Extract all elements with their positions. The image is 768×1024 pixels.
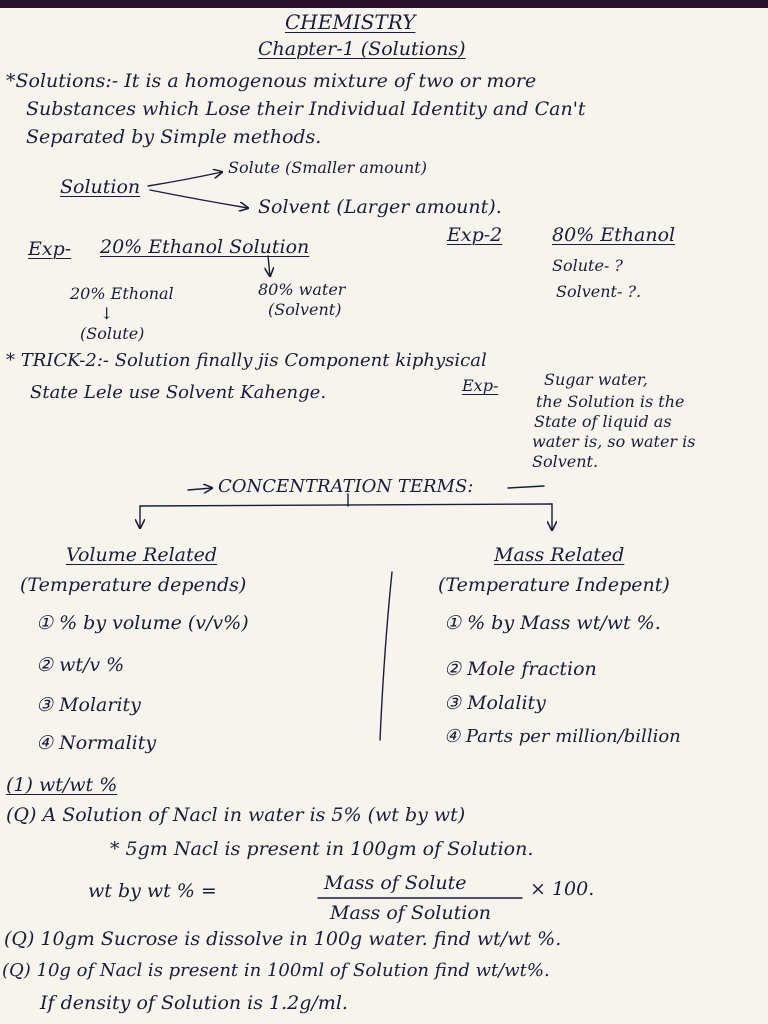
formula-lhs: wt by wt % = — [88, 880, 217, 902]
question-1: (Q) A Solution of Nacl in water is 5% (wt by wt) — [6, 804, 466, 826]
solvent-label: Solvent (Larger amount). — [258, 196, 502, 218]
formula-multiplier: × 100. — [530, 878, 595, 900]
example2-label: Exp-2 — [447, 224, 503, 246]
formula-numerator: Mass of Solute — [324, 872, 467, 894]
trick-example-line-4: water is, so water is — [532, 432, 696, 451]
solute-label: Solute (Smaller amount) — [228, 158, 427, 177]
mass-item-1: ① % by Mass wt/wt %. — [444, 612, 661, 634]
column-divider — [380, 572, 392, 740]
chapter-title: Chapter-1 (Solutions) — [258, 38, 466, 60]
mass-item-2: ② Mole fraction — [444, 658, 597, 680]
trick-example-label: Exp- — [462, 376, 499, 395]
volume-related-subtitle: (Temperature depends) — [20, 574, 247, 596]
example1-solvent: 80% water — [258, 280, 346, 299]
mass-item-4: ④ Parts per million/billion — [444, 726, 681, 747]
trick-example-line-3: State of liquid as — [534, 412, 672, 431]
volume-item-1: ① % by volume (v/v%) — [36, 612, 249, 634]
arrow-to-solute — [148, 172, 222, 186]
example1-solvent-note: (Solvent) — [268, 300, 342, 319]
concentration-heading: CONCENTRATION TERMS: — [218, 476, 474, 497]
arrow-out-of-heading — [508, 486, 544, 488]
arrow-to-solvent — [150, 190, 248, 208]
question-1-note: * 5gm Nacl is present in 100gm of Solution. — [110, 838, 534, 860]
example2-solute: Solute- ? — [552, 256, 623, 275]
definition-line-2: Substances which Lose their Individual Identity and Can't — [26, 98, 586, 120]
example2-solvent: Solvent- ?. — [556, 282, 642, 301]
example2-title: 80% Ethanol — [552, 224, 676, 246]
definition-line-1: *Solutions:- It is a homogenous mixture of two or more — [6, 70, 537, 92]
mass-related-title: Mass Related — [494, 544, 625, 566]
volume-item-4: ④ Normality — [36, 732, 157, 754]
example1-down-arrow: ↓ — [100, 304, 114, 323]
volume-item-3: ③ Molarity — [36, 694, 141, 716]
section-wtwt-heading: (1) wt/wt % — [6, 774, 118, 796]
trick-example-line-2: the Solution is the — [536, 392, 685, 411]
solution-root-label: Solution — [60, 176, 141, 198]
trick-line-1: * TRICK-2:- Solution finally jis Component kiphysical — [6, 350, 487, 371]
mass-related-subtitle: (Temperature Indepent) — [438, 574, 670, 596]
trick-example-line-5: Solvent. — [532, 452, 599, 471]
formula-denominator: Mass of Solution — [330, 902, 491, 924]
trick-line-2: State Lele use Solvent Kahenge. — [30, 382, 327, 403]
example1-solute-note: (Solute) — [80, 324, 145, 343]
example1-label: Exp- — [28, 238, 72, 260]
example1-solute: 20% Ethonal — [70, 284, 174, 303]
question-3-line-1: (Q) 10g of Nacl is present in 100ml of Solution find wt/wt%. — [2, 960, 550, 981]
example1-title: 20% Ethanol Solution — [100, 236, 310, 258]
branch-horizontal — [140, 504, 552, 506]
question-3-line-2: If density of Solution is 1.2g/ml. — [40, 992, 348, 1014]
question-2: (Q) 10gm Sucrose is dissolve in 100g water. find wt/wt %. — [4, 928, 562, 950]
volume-related-title: Volume Related — [66, 544, 218, 566]
arrow-to-water — [268, 256, 270, 276]
definition-line-3: Separated by Simple methods. — [26, 126, 322, 148]
arrow-into-heading — [188, 488, 212, 490]
trick-example-line-1: Sugar water, — [544, 370, 648, 389]
page-title: CHEMISTRY — [285, 10, 416, 34]
mass-item-3: ③ Molality — [444, 692, 546, 714]
volume-item-2: ② wt/v % — [36, 654, 125, 676]
